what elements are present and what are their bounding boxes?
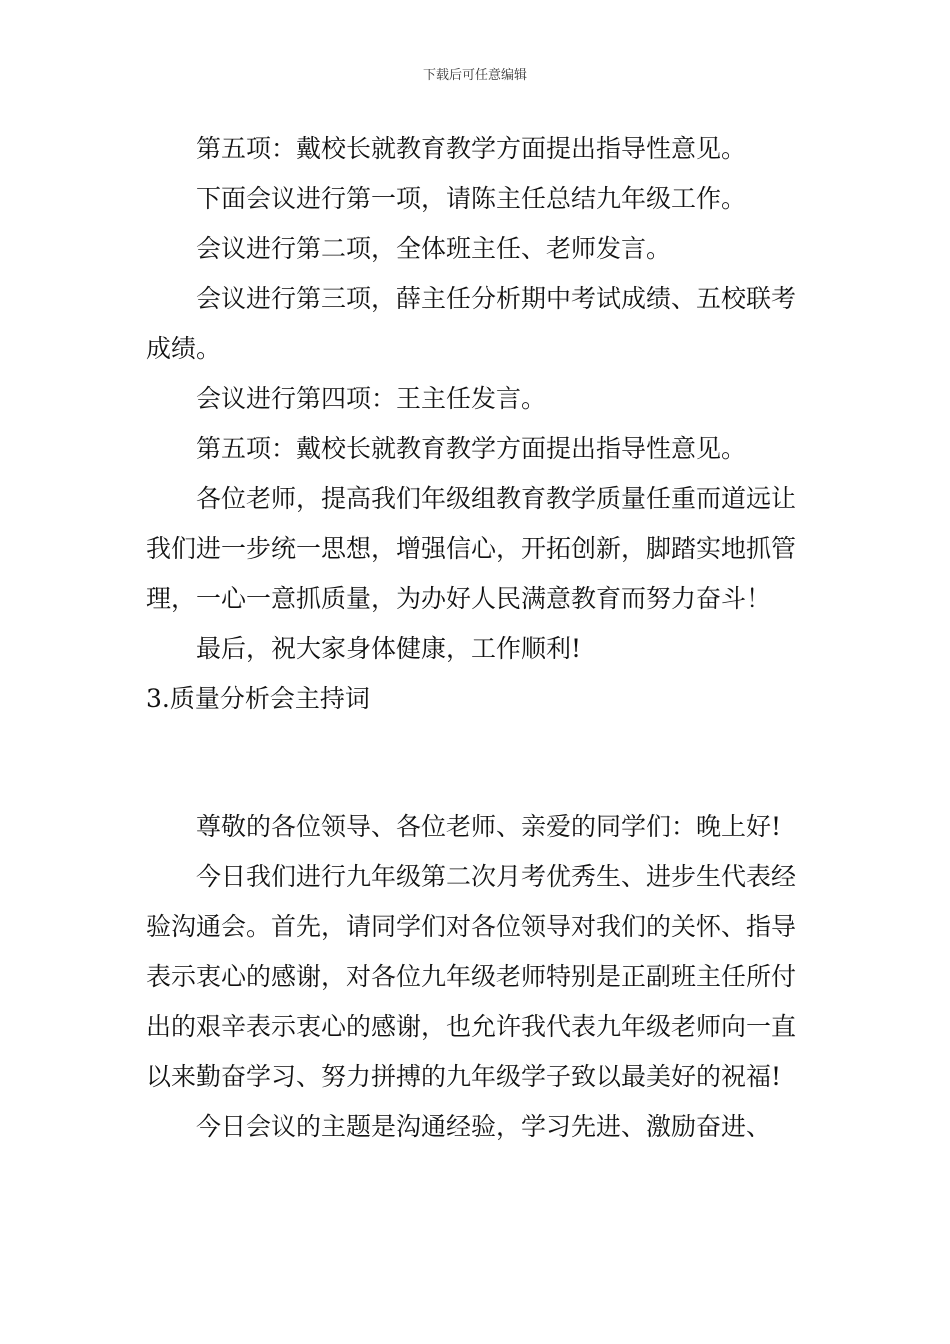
paragraph: 下面会议进行第一项，请陈主任总结九年级工作。: [196, 184, 747, 213]
page-header: 下载后可任意编辑: [422, 68, 527, 83]
paragraph: 第五项：戴校长就教育教学方面提出指导性意见。: [196, 134, 747, 163]
section-spacer: [146, 724, 810, 802]
paragraph: 尊敬的各位领导、各位老师、亲爱的同学们：晚上好!: [196, 812, 782, 841]
paragraph: 第五项：戴校长就教育教学方面提出指导性意见。: [196, 434, 747, 463]
paragraph: 会议进行第三项，薛主任分析期中考试成绩、五校联考成绩。: [146, 284, 797, 363]
document-body: [146, 124, 810, 1152]
paragraph: 会议进行第四项：王主任发言。: [196, 384, 547, 413]
section-heading: 3.质量分析会主持词: [146, 684, 370, 713]
paragraph: 今日我们进行九年级第二次月考优秀生、进步生代表经验沟通会。首先，请同学们对各位领导对我们的关怀、指导表示衷心的感谢，对各位九年级老师特别是正副班主任所付出的艰辛表示衷心的感谢，也允许我代表九年级老师向一直以来勤奋学习、努力拼搏的九年级学子致以最美好的祝福!: [146, 862, 797, 1091]
paragraph: 各位老师，提高我们年级组教育教学质量任重而道远让我们进一步统一思想，增强信心，开拓创新，脚踏实地抓管理，一心一意抓质量，为办好人民满意教育而努力奋斗！: [146, 484, 797, 613]
paragraph: 今日会议的主题是沟通经验，学习先进、激励奋进、: [196, 1112, 772, 1141]
paragraph: 会议进行第二项，全体班主任、老师发言。: [196, 234, 672, 263]
paragraph: 最后，祝大家身体健康，工作顺利!: [196, 634, 582, 663]
